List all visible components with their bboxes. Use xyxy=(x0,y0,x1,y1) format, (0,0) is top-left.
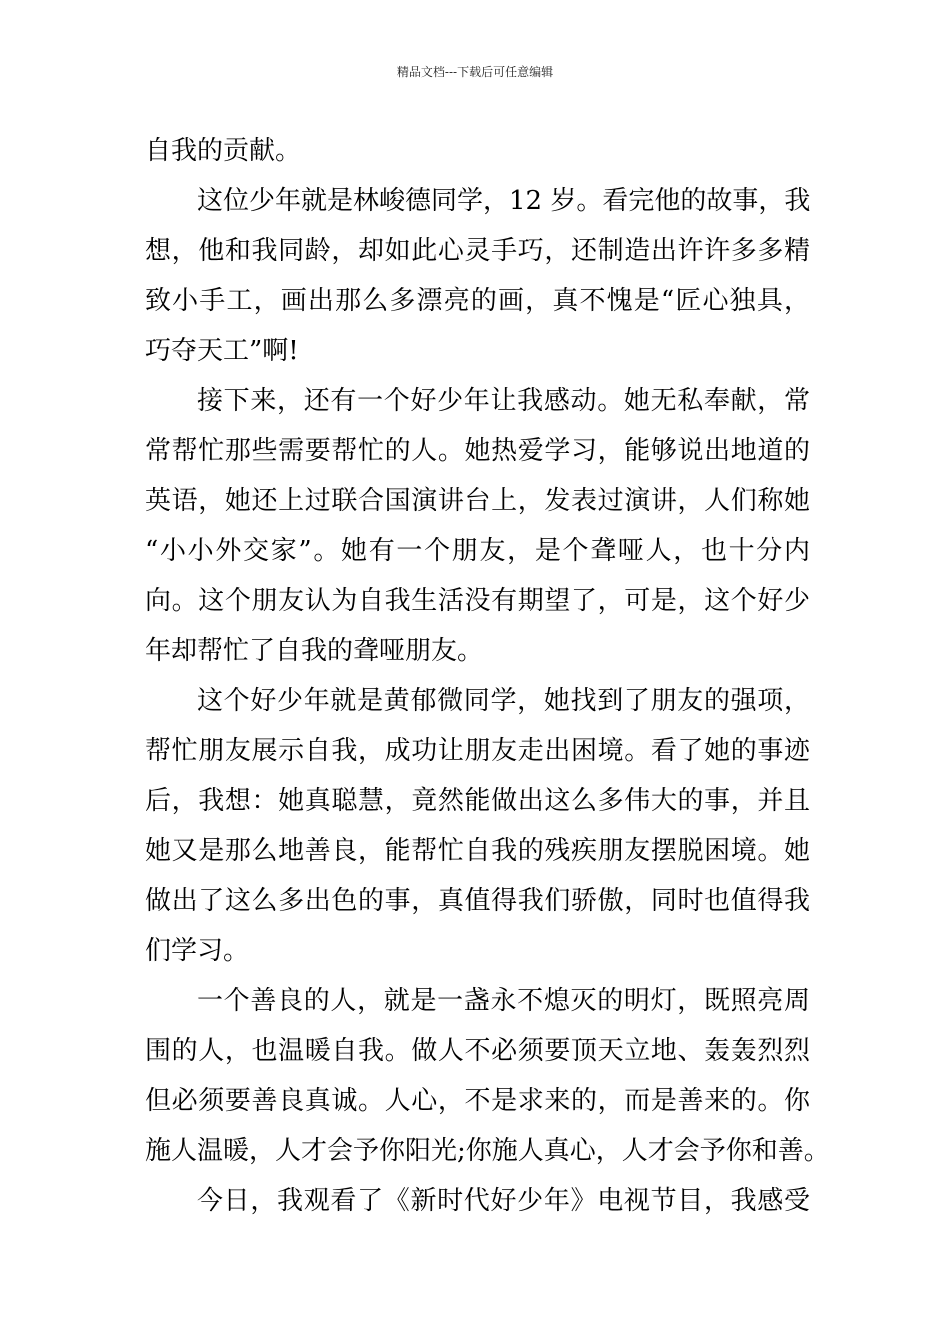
text-line: 后，我想：她真聪慧，竟然能做出这么多伟大的事，并且 xyxy=(145,786,810,816)
text-line: 帮忙朋友展示自我，成功让朋友走出困境。看了她的事迹 xyxy=(145,736,810,766)
text-line: 这位少年就是林峻德同学，12 岁。看完他的故事，我 xyxy=(197,186,811,216)
text-line: 自我的贡献。 xyxy=(145,136,302,166)
text-line: 施人温暖，人才会予你阳光;你施人真心，人才会予你和善。 xyxy=(145,1136,830,1166)
paragraph xyxy=(145,976,830,1176)
paragraph xyxy=(145,126,810,176)
text-line: 围的人，也温暖自我。做人不必须要顶天立地、轰轰烈烈 xyxy=(145,1036,810,1066)
text-line: 英语，她还上过联合国演讲台上，发表过演讲，人们称她 xyxy=(145,486,810,516)
paragraph xyxy=(145,1176,810,1226)
text-line: 这个好少年就是黄郁微同学，她找到了朋友的强项， xyxy=(197,686,810,716)
document-body xyxy=(145,126,830,1226)
paragraph xyxy=(145,376,810,676)
text-line: 向。这个朋友认为自我生活没有期望了，可是，这个好少 xyxy=(145,586,810,616)
text-line: 她又是那么地善良，能帮忙自我的残疾朋友摆脱困境。她 xyxy=(145,836,810,866)
text-line: 致小手工，画出那么多漂亮的画，真不愧是“匠心独具， xyxy=(145,286,810,316)
text-line: “小小外交家”。她有一个朋友，是个聋哑人，也十分内 xyxy=(145,536,810,566)
text-line: 接下来，还有一个好少年让我感动。她无私奉献，常 xyxy=(197,386,810,416)
text-line: 想，他和我同龄，却如此心灵手巧，还制造出许许多多精 xyxy=(145,236,810,266)
text-line: 今日，我观看了《新时代好少年》电视节目，我感受 xyxy=(197,1186,810,1216)
text-line: 年却帮忙了自我的聋哑朋友。 xyxy=(145,636,484,666)
text-line: 常帮忙那些需要帮忙的人。她热爱学习，能够说出地道的 xyxy=(145,436,810,466)
text-line: 一个善良的人，就是一盏永不熄灭的明灯，既照亮周 xyxy=(197,986,810,1016)
text-line: 做出了这么多出色的事，真值得我们骄傲，同时也值得我 xyxy=(145,886,810,916)
text-line: 但必须要善良真诚。人心，不是求来的，而是善来的。你 xyxy=(145,1086,810,1116)
paragraph xyxy=(145,176,810,376)
paragraph xyxy=(145,676,810,976)
page-header: 精品文档---下载后可任意编辑 xyxy=(396,65,554,79)
text-line: 们学习。 xyxy=(145,936,250,966)
text-line: 巧夺天工”啊! xyxy=(145,336,299,366)
